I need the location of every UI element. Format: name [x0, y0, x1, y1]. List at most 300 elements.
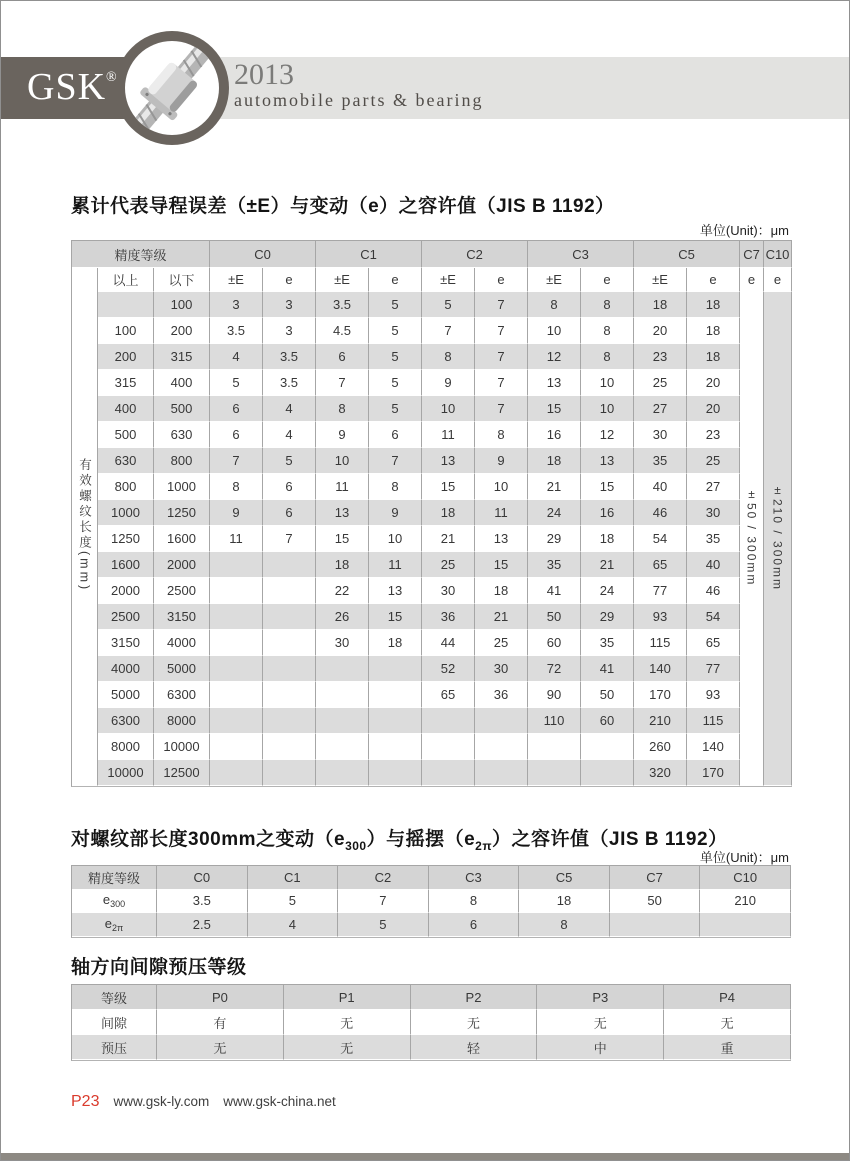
- range-over-cell: 5000: [98, 682, 154, 708]
- range-under-cell: 4000: [154, 630, 210, 656]
- tolerance-value-cell: [369, 708, 422, 734]
- tolerance-value-cell: 41: [581, 656, 634, 682]
- tolerance-value-cell: [422, 734, 475, 760]
- tolerance-value-cell: [263, 760, 316, 786]
- e-subheader: e: [263, 268, 316, 292]
- tolerance-value-cell: 6: [429, 913, 520, 937]
- range-over-cell: 800: [98, 474, 154, 500]
- tolerance-value-cell: 15: [369, 604, 422, 630]
- tolerance-value-cell: 26: [316, 604, 369, 630]
- tolerance-value-cell: 5: [369, 396, 422, 422]
- tolerance-value-cell: 54: [634, 526, 687, 552]
- tolerance-value-cell: [581, 734, 634, 760]
- table-row: [72, 448, 792, 474]
- tolerance-value-cell: 3: [263, 292, 316, 318]
- tolerance-value-cell: 6: [316, 344, 369, 370]
- tolerance-value-cell: [422, 760, 475, 786]
- tolerance-value-cell: 29: [581, 604, 634, 630]
- tolerance-value-cell: [210, 552, 263, 578]
- range-over-cell: 2500: [98, 604, 154, 630]
- table-row: [72, 760, 792, 786]
- tolerance-value-cell: 11: [475, 500, 528, 526]
- table-row: [72, 578, 792, 604]
- tolerance-value-cell: [210, 734, 263, 760]
- tolerance-value-cell: 65: [687, 630, 740, 656]
- tolerance-value-cell: 11: [422, 422, 475, 448]
- tolerance-value-cell: [369, 656, 422, 682]
- range-under-cell: 2000: [154, 552, 210, 578]
- page-footer: [71, 1093, 336, 1111]
- tolerance-value-cell: 21: [581, 552, 634, 578]
- range-under-cell: 3150: [154, 604, 210, 630]
- preload-value-cell: 无: [284, 1035, 411, 1060]
- tolerance-value-cell: 44: [422, 630, 475, 656]
- tolerance-value-cell: 10: [369, 526, 422, 552]
- tolerance-value-cell: 35: [634, 448, 687, 474]
- website-url-2: www.gsk-china.net: [223, 1094, 336, 1109]
- tolerance-value-cell: 40: [687, 552, 740, 578]
- preload-value-cell: 无: [411, 1010, 538, 1035]
- tolerance-value-cell: 8: [475, 422, 528, 448]
- pe-subheader: ±E: [634, 268, 687, 292]
- tolerance-value-cell: 15: [316, 526, 369, 552]
- tolerance-value-cell: 16: [581, 500, 634, 526]
- preload-value-cell: 无: [157, 1035, 284, 1060]
- tolerance-value-cell: 6: [210, 396, 263, 422]
- tolerance-value-cell: 50: [581, 682, 634, 708]
- tolerance-value-cell: 18: [475, 578, 528, 604]
- preload-value-cell: 轻: [411, 1035, 538, 1060]
- tolerance-value-cell: 11: [316, 474, 369, 500]
- tolerance-value-cell: [263, 682, 316, 708]
- tolerance-value-cell: 9: [316, 422, 369, 448]
- range-under-cell: 1250: [154, 500, 210, 526]
- tolerance-value-cell: [263, 578, 316, 604]
- range-under-cell: 6300: [154, 682, 210, 708]
- table-row: [72, 708, 792, 734]
- tolerance-value-cell: 5: [248, 890, 339, 914]
- column-header: C10: [700, 866, 791, 890]
- tolerance-value-cell: 15: [581, 474, 634, 500]
- tolerance-value-cell: 35: [528, 552, 581, 578]
- tolerance-value-cell: 7: [422, 318, 475, 344]
- tolerance-value-cell: 24: [528, 500, 581, 526]
- grade-column-header: C7: [740, 241, 764, 268]
- tolerance-value-cell: 13: [581, 448, 634, 474]
- tolerance-value-cell: 30: [634, 422, 687, 448]
- tolerance-value-cell: 50: [528, 604, 581, 630]
- page-number: P23: [71, 1093, 100, 1110]
- tolerance-value-cell: 18: [316, 552, 369, 578]
- c7-tolerance-note: [740, 292, 764, 786]
- tolerance-value-cell: 50: [610, 890, 701, 914]
- range-under-cell: 400: [154, 370, 210, 396]
- e-subheader: e: [764, 268, 792, 292]
- tolerance-value-cell: 3.5: [157, 890, 248, 914]
- tolerance-value-cell: 90: [528, 682, 581, 708]
- tolerance-value-cell: [263, 656, 316, 682]
- grade-column-header: C2: [422, 241, 528, 268]
- row-label-subscript: 300: [110, 899, 126, 910]
- over-subheader: 以上: [98, 268, 154, 292]
- tolerance-value-cell: 25: [687, 448, 740, 474]
- table2-title-sub1: 300: [345, 838, 367, 853]
- tolerance-value-cell: 18: [519, 890, 610, 914]
- table-row: [72, 890, 791, 914]
- tolerance-value-cell: 12: [528, 344, 581, 370]
- ballscrew-image: [127, 43, 217, 133]
- tolerance-value-cell: 5: [422, 292, 475, 318]
- table-row: [72, 241, 792, 268]
- accuracy-grade-header: 精度等级: [72, 241, 210, 268]
- tolerance-value-cell: 320: [634, 760, 687, 786]
- tolerance-value-cell: 7: [369, 448, 422, 474]
- tolerance-value-cell: 16: [528, 422, 581, 448]
- catalog-year: 2013: [234, 58, 294, 91]
- tolerance-value-cell: 25: [422, 552, 475, 578]
- range-under-cell: 1000: [154, 474, 210, 500]
- range-over-cell: 630: [98, 448, 154, 474]
- column-header: P2: [411, 985, 538, 1010]
- tolerance-value-cell: 11: [210, 526, 263, 552]
- tolerance-value-cell: 9: [369, 500, 422, 526]
- tolerance-value-cell: 60: [581, 708, 634, 734]
- tolerance-value-cell: [475, 708, 528, 734]
- tolerance-value-cell: 8: [581, 292, 634, 318]
- grade-column-header: C5: [634, 241, 740, 268]
- tolerance-value-cell: [475, 760, 528, 786]
- tolerance-value-cell: 4.5: [316, 318, 369, 344]
- tolerance-value-cell: 77: [634, 578, 687, 604]
- variation-wobble-tolerance-table: [71, 865, 791, 938]
- tolerance-value-cell: [316, 708, 369, 734]
- tolerance-value-cell: 3.5: [316, 292, 369, 318]
- tolerance-value-cell: 210: [700, 890, 791, 914]
- range-over-cell: 1600: [98, 552, 154, 578]
- range-over-cell: 100: [98, 318, 154, 344]
- tolerance-value-cell: 5: [263, 448, 316, 474]
- range-over-cell: 6300: [98, 708, 154, 734]
- axial-play-preload-table: [71, 984, 791, 1061]
- preload-value-cell: 有: [157, 1010, 284, 1035]
- tolerance-value-cell: 25: [634, 370, 687, 396]
- tolerance-value-cell: 21: [528, 474, 581, 500]
- tolerance-value-cell: 9: [475, 448, 528, 474]
- tolerance-value-cell: 3.5: [263, 370, 316, 396]
- tolerance-value-cell: 6: [263, 474, 316, 500]
- row-label: $e_{2\pi}$: [72, 913, 157, 937]
- table-row: [72, 370, 792, 396]
- under-subheader: 以下: [154, 268, 210, 292]
- tolerance-value-cell: 7: [263, 526, 316, 552]
- table-row: [72, 292, 792, 318]
- tolerance-value-cell: 9: [422, 370, 475, 396]
- tolerance-value-cell: 8: [581, 318, 634, 344]
- preload-value-cell: 无: [537, 1010, 664, 1035]
- tolerance-value-cell: [210, 760, 263, 786]
- tolerance-value-cell: [422, 708, 475, 734]
- range-over-cell: 4000: [98, 656, 154, 682]
- tolerance-value-cell: 46: [634, 500, 687, 526]
- table-row: [72, 500, 792, 526]
- table-row: [72, 1035, 791, 1060]
- tolerance-value-cell: [210, 682, 263, 708]
- range-under-cell: 630: [154, 422, 210, 448]
- tolerance-value-cell: 21: [422, 526, 475, 552]
- tolerance-value-cell: [263, 630, 316, 656]
- tolerance-value-cell: 7: [475, 292, 528, 318]
- tolerance-value-cell: 170: [634, 682, 687, 708]
- tolerance-value-cell: [528, 760, 581, 786]
- catalog-tagline: automobile parts & bearing: [234, 90, 484, 110]
- tolerance-value-cell: 30: [475, 656, 528, 682]
- column-header: C3: [429, 866, 520, 890]
- range-under-cell: 800: [154, 448, 210, 474]
- table-row: [72, 682, 792, 708]
- tolerance-value-cell: 10: [475, 474, 528, 500]
- tolerance-value-cell: 24: [581, 578, 634, 604]
- tolerance-value-cell: [210, 708, 263, 734]
- tolerance-value-cell: 18: [687, 292, 740, 318]
- tolerance-value-cell: 10: [528, 318, 581, 344]
- range-under-cell: 1600: [154, 526, 210, 552]
- preload-value-cell: 无: [284, 1010, 411, 1035]
- range-over-cell: 8000: [98, 734, 154, 760]
- table-row: [72, 396, 792, 422]
- table2-title-part: 对螺纹部长度300mm之变动（e: [71, 829, 346, 850]
- pe-subheader: ±E: [528, 268, 581, 292]
- tolerance-value-cell: 6: [369, 422, 422, 448]
- tolerance-value-cell: 46: [687, 578, 740, 604]
- table-row: [72, 913, 791, 937]
- range-under-cell: 500: [154, 396, 210, 422]
- range-over-cell: 1250: [98, 526, 154, 552]
- table-row: [72, 1010, 791, 1035]
- table-row: [72, 604, 792, 630]
- tolerance-value-cell: 3: [263, 318, 316, 344]
- tolerance-value-cell: 27: [687, 474, 740, 500]
- grade-column-header: C3: [528, 241, 634, 268]
- tolerance-value-cell: 18: [687, 318, 740, 344]
- table-row: [72, 866, 791, 890]
- column-header: P4: [664, 985, 791, 1010]
- tolerance-value-cell: 140: [634, 656, 687, 682]
- column-header: C5: [519, 866, 610, 890]
- tolerance-value-cell: 30: [422, 578, 475, 604]
- tolerance-value-cell: 7: [475, 344, 528, 370]
- website-url-1: www.gsk-ly.com: [113, 1094, 210, 1109]
- tolerance-value-cell: 8: [581, 344, 634, 370]
- tolerance-value-cell: 5: [369, 292, 422, 318]
- logo-circle: [115, 31, 229, 145]
- tolerance-value-cell: 7: [210, 448, 263, 474]
- range-over-cell: 400: [98, 396, 154, 422]
- tolerance-value-cell: 27: [634, 396, 687, 422]
- c10-tolerance-note-text: ±210 / 300mm: [770, 482, 785, 592]
- e-subheader: e: [581, 268, 634, 292]
- tolerance-value-cell: 6: [263, 500, 316, 526]
- tolerance-value-cell: 93: [634, 604, 687, 630]
- preload-value-cell: 中: [537, 1035, 664, 1060]
- tolerance-value-cell: [316, 760, 369, 786]
- tolerance-value-cell: 72: [528, 656, 581, 682]
- tolerance-value-cell: 36: [422, 604, 475, 630]
- table-row: [72, 474, 792, 500]
- column-header: P1: [284, 985, 411, 1010]
- tolerance-value-cell: 18: [581, 526, 634, 552]
- table3-title: 轴方向间隙预压等级: [71, 957, 247, 978]
- tolerance-value-cell: [528, 734, 581, 760]
- tolerance-value-cell: 35: [581, 630, 634, 656]
- tolerance-value-cell: 140: [687, 734, 740, 760]
- tolerance-value-cell: 3.5: [210, 318, 263, 344]
- tolerance-value-cell: 115: [687, 708, 740, 734]
- column-header: P3: [537, 985, 664, 1010]
- tolerance-value-cell: 18: [634, 292, 687, 318]
- tolerance-value-cell: 110: [528, 708, 581, 734]
- tolerance-value-cell: 170: [687, 760, 740, 786]
- tolerance-value-cell: 21: [475, 604, 528, 630]
- preload-value-cell: 无: [664, 1010, 791, 1035]
- table2-title: [71, 824, 728, 853]
- tolerance-value-cell: [210, 578, 263, 604]
- column-header: C7: [610, 866, 701, 890]
- tolerance-value-cell: 30: [316, 630, 369, 656]
- tolerance-value-cell: 4: [263, 396, 316, 422]
- column-header: 精度等级: [72, 866, 157, 890]
- range-over-cell: 2000: [98, 578, 154, 604]
- pe-subheader: ±E: [210, 268, 263, 292]
- range-under-cell: 200: [154, 318, 210, 344]
- table-row: [72, 526, 792, 552]
- tolerance-value-cell: 22: [316, 578, 369, 604]
- grade-column-header: C0: [210, 241, 316, 268]
- range-over-cell: 10000: [98, 760, 154, 786]
- tolerance-value-cell: 18: [422, 500, 475, 526]
- tolerance-value-cell: 3.5: [263, 344, 316, 370]
- range-over-cell: 315: [98, 370, 154, 396]
- tolerance-value-cell: 8: [519, 913, 610, 937]
- range-under-cell: 10000: [154, 734, 210, 760]
- tolerance-value-cell: [316, 656, 369, 682]
- tolerance-value-cell: 60: [528, 630, 581, 656]
- tolerance-value-cell: 29: [528, 526, 581, 552]
- column-header: C2: [338, 866, 429, 890]
- table-row: [72, 318, 792, 344]
- tolerance-value-cell: [263, 552, 316, 578]
- column-header: P0: [157, 985, 284, 1010]
- tolerance-value-cell: 18: [528, 448, 581, 474]
- tolerance-value-cell: [316, 734, 369, 760]
- table-row: [72, 422, 792, 448]
- table2-title-part: ）与摇摆（e: [366, 829, 476, 850]
- table-row: [72, 656, 792, 682]
- tolerance-value-cell: 36: [475, 682, 528, 708]
- tolerance-value-cell: 23: [687, 422, 740, 448]
- tolerance-value-cell: [369, 682, 422, 708]
- tolerance-value-cell: 5: [369, 344, 422, 370]
- range-under-cell: 12500: [154, 760, 210, 786]
- tolerance-value-cell: 25: [475, 630, 528, 656]
- tolerance-value-cell: 3: [210, 292, 263, 318]
- table1-unit-label: 单位(Unit)：μm: [699, 223, 789, 238]
- pe-subheader: ±E: [422, 268, 475, 292]
- tolerance-value-cell: 10: [581, 370, 634, 396]
- tolerance-value-cell: 65: [422, 682, 475, 708]
- row-label: $e_{300}$: [72, 890, 157, 914]
- table-row: [72, 734, 792, 760]
- tolerance-value-cell: 15: [528, 396, 581, 422]
- tolerance-value-cell: 12: [581, 422, 634, 448]
- e-subheader: e: [740, 268, 764, 292]
- tolerance-value-cell: 4: [248, 913, 339, 937]
- grade-column-header: C1: [316, 241, 422, 268]
- tolerance-value-cell: 77: [687, 656, 740, 682]
- lead-error-tolerance-table: [71, 240, 792, 787]
- tolerance-value-cell: 8: [528, 292, 581, 318]
- tolerance-value-cell: 20: [634, 318, 687, 344]
- table2-unit-label: 单位(Unit)：μm: [699, 850, 789, 865]
- registered-trademark-icon: ®: [106, 70, 118, 85]
- range-under-cell: 5000: [154, 656, 210, 682]
- tolerance-value-cell: 18: [369, 630, 422, 656]
- tolerance-value-cell: [263, 604, 316, 630]
- pe-subheader: ±E: [316, 268, 369, 292]
- tolerance-value-cell: 8: [316, 396, 369, 422]
- thread-length-side-label-text: 有效螺纹长度(mm): [77, 457, 92, 593]
- range-over-cell: 3150: [98, 630, 154, 656]
- tolerance-value-cell: 5: [369, 370, 422, 396]
- range-over-cell: 500: [98, 422, 154, 448]
- tolerance-value-cell: [475, 734, 528, 760]
- tolerance-value-cell: 35: [687, 526, 740, 552]
- tolerance-value-cell: 4: [263, 422, 316, 448]
- table2-title-sub2: 2π: [475, 838, 493, 853]
- tolerance-value-cell: 13: [316, 500, 369, 526]
- tolerance-value-cell: 2.5: [157, 913, 248, 937]
- tolerance-value-cell: 52: [422, 656, 475, 682]
- tolerance-value-cell: [316, 682, 369, 708]
- preload-value-cell: 重: [664, 1035, 791, 1060]
- grade-column-header: C10: [764, 241, 792, 268]
- tolerance-value-cell: [210, 656, 263, 682]
- e-subheader: e: [687, 268, 740, 292]
- range-over-cell: 200: [98, 344, 154, 370]
- tolerance-value-cell: 7: [316, 370, 369, 396]
- tolerance-value-cell: [210, 630, 263, 656]
- c10-tolerance-note: [764, 292, 792, 786]
- row-label-subscript: 2π: [112, 922, 124, 933]
- tolerance-value-cell: 10: [422, 396, 475, 422]
- tolerance-value-cell: 41: [528, 578, 581, 604]
- e-subheader: e: [475, 268, 528, 292]
- tolerance-value-cell: 20: [687, 396, 740, 422]
- tolerance-value-cell: [581, 760, 634, 786]
- range-over-cell: [98, 292, 154, 318]
- tolerance-value-cell: 23: [634, 344, 687, 370]
- tolerance-value-cell: 93: [687, 682, 740, 708]
- tolerance-value-cell: 5: [369, 318, 422, 344]
- tolerance-value-cell: 15: [475, 552, 528, 578]
- tolerance-value-cell: 65: [634, 552, 687, 578]
- tolerance-value-cell: 11: [369, 552, 422, 578]
- table-row: [72, 630, 792, 656]
- bottom-bar: [1, 1153, 849, 1160]
- tolerance-value-cell: 13: [369, 578, 422, 604]
- tolerance-value-cell: 54: [687, 604, 740, 630]
- table-row: [72, 552, 792, 578]
- tolerance-value-cell: 20: [687, 370, 740, 396]
